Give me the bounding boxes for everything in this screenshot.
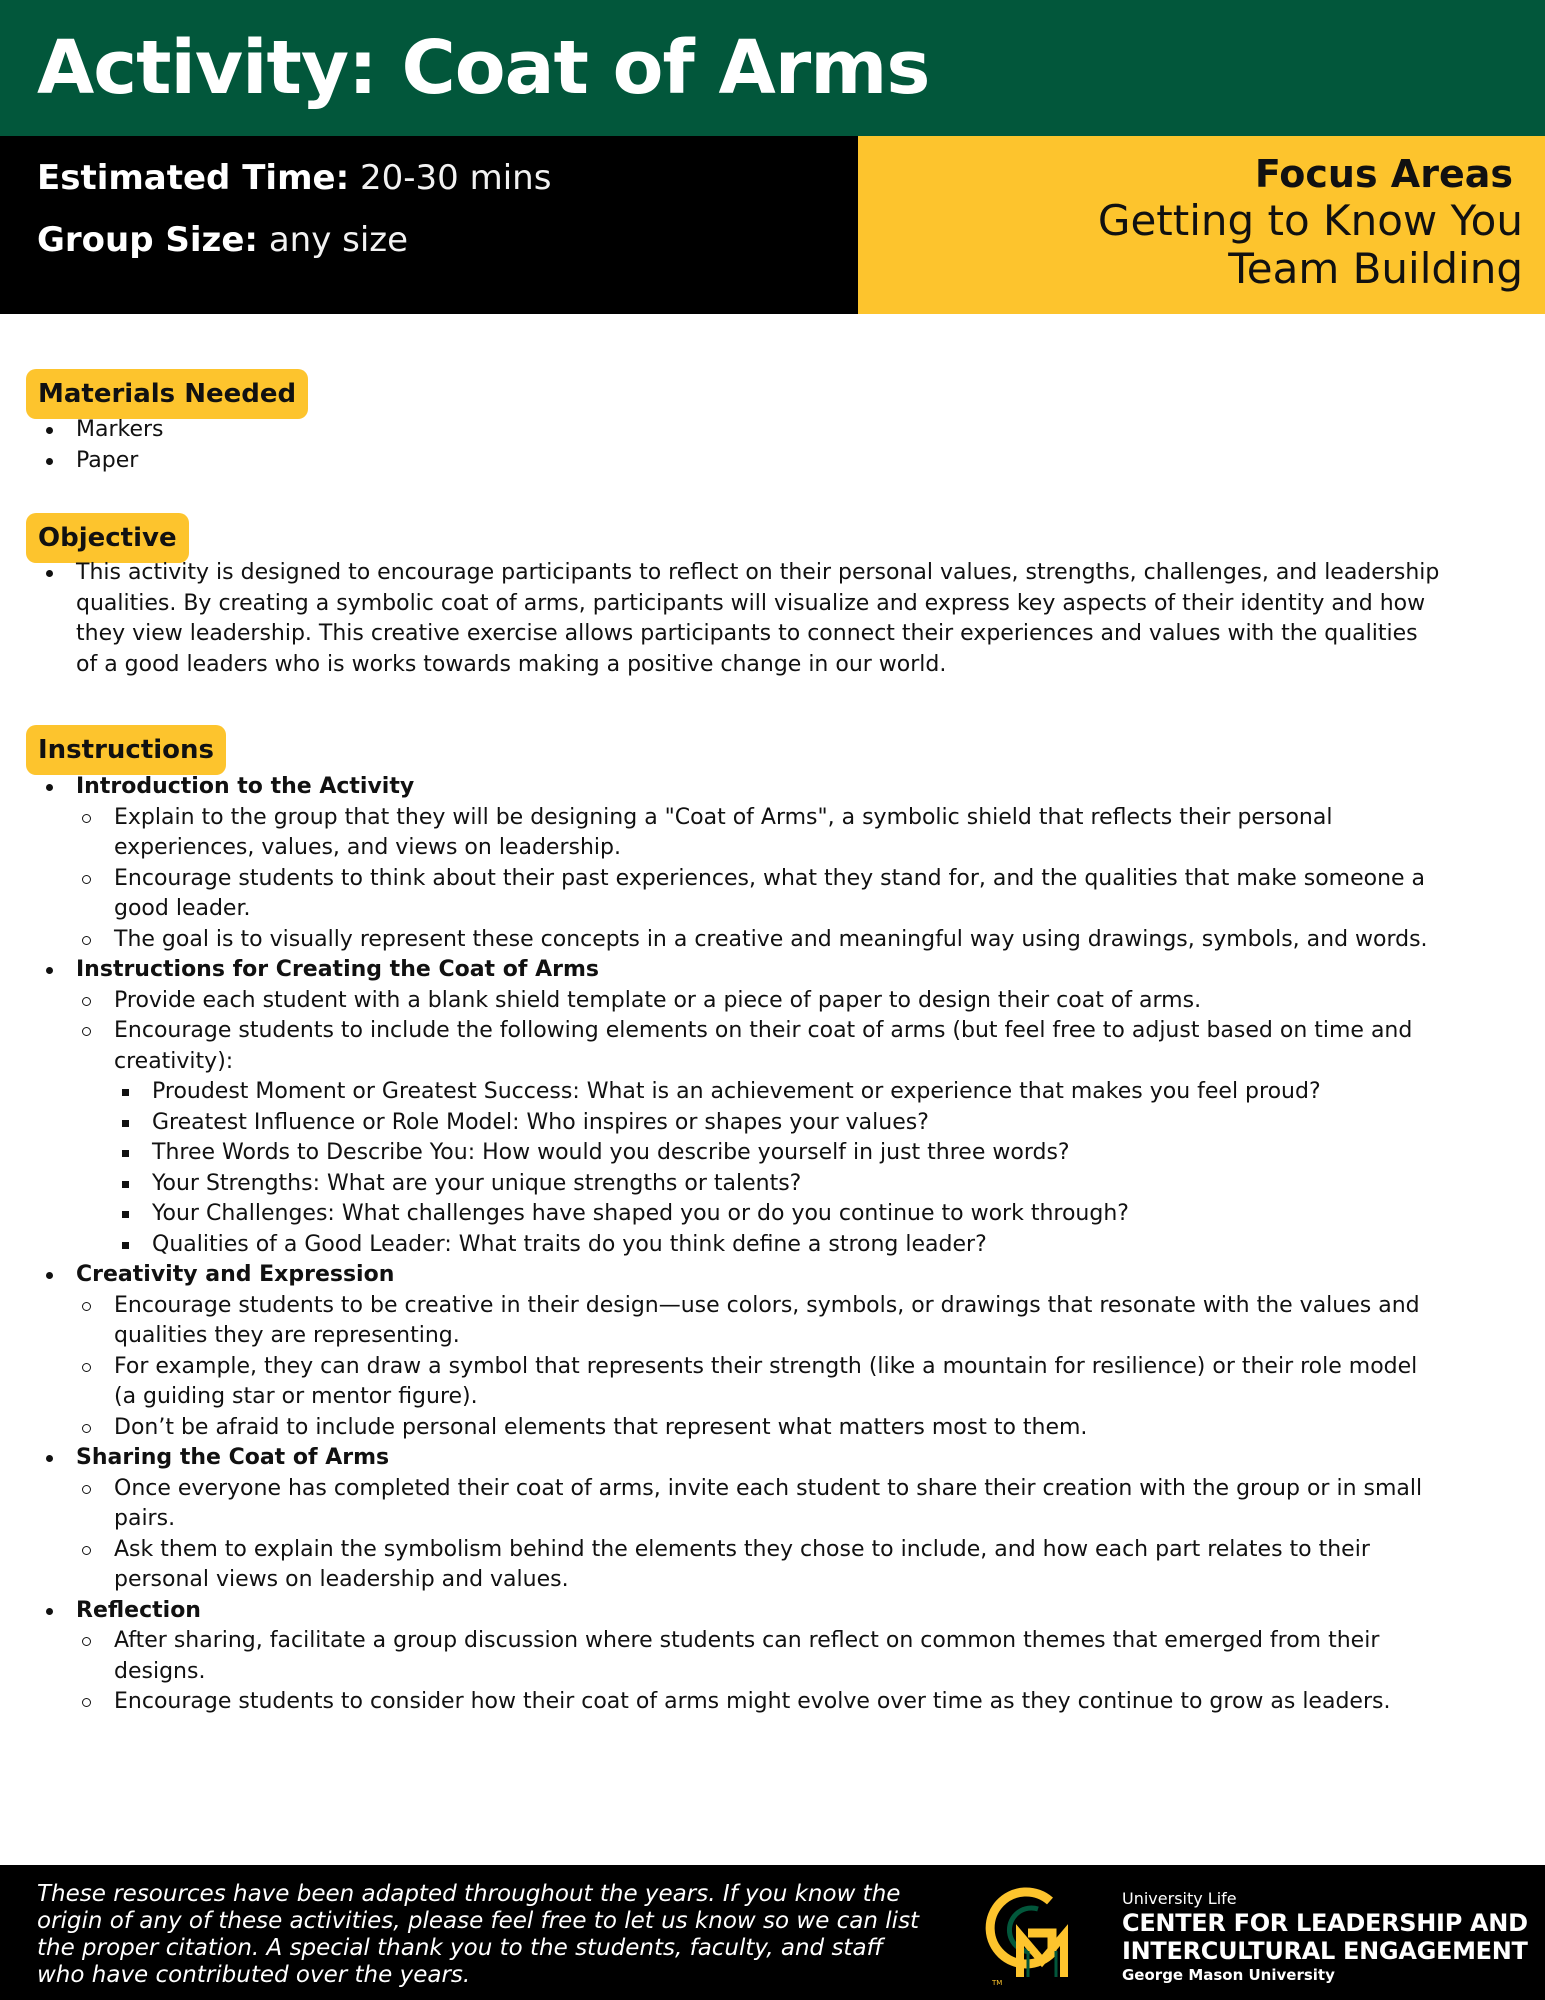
objective-text: This activity is designed to encourage participants to reflect on their personal values, strengths, challenges, and leadership qualities. By creating a symbolic coat of arms, participants will visualize and express key aspects of their identity and how they view leadership. This creative exercise allows participants to connect their experiences and values with the qualities of a good leaders who is works towards making a positive change in our world.	[40, 558, 1445, 680]
sub-list-item: Three Words to Describe You: How would you describe yourself in just three words?	[114, 1138, 1445, 1169]
sub-list-item: Your Strengths: What are your unique strengths or talents?	[114, 1169, 1445, 1200]
section-title: Reflection	[76, 1597, 201, 1623]
list-item: Encourage students to think about their past experiences, what they stand for, and the qualities that make someone a good leader.	[76, 864, 1445, 925]
focus-area-item: Getting to Know You	[1097, 196, 1523, 245]
list-item: Encourage students to be creative in their design—use colors, symbols, or drawings that resonate with the values and qualities they are representing.	[76, 1291, 1445, 1352]
page-title: Activity: Coat of Arms	[37, 25, 930, 111]
list-item: Paper	[40, 446, 1445, 477]
svg-text:TM: TM	[992, 1979, 1003, 1987]
sub-list-item: Qualities of a Good Leader: What traits do you think define a strong leader?	[114, 1230, 1445, 1261]
gmu-logo-icon	[972, 1875, 1092, 1990]
list-item: For example, they can draw a symbol that represents their strength (like a mountain for resilience) or their role model (a guiding star or mentor figure).	[76, 1352, 1445, 1413]
sub-list-item: Greatest Influence or Role Model: Who inspires or shapes your values?	[114, 1108, 1445, 1139]
group-size-label: Group Size:	[37, 220, 258, 260]
instruction-section	[40, 772, 1445, 955]
section-title: Instructions for Creating the Coat of Arms	[76, 957, 599, 982]
instructions-heading: Instructions	[26, 725, 226, 775]
list-item: The goal is to visually represent these concepts in a creative and meaningful way using drawings, symbols, and words.	[76, 925, 1445, 956]
list-item: Markers	[40, 415, 1445, 446]
sub-list-item: Proudest Moment or Greatest Success: What is an achievement or experience that makes you feel proud?	[114, 1077, 1445, 1108]
list-item	[76, 1016, 1445, 1260]
list-item: Don’t be afraid to include personal elements that represent what matters most to them.	[76, 1413, 1445, 1444]
list-item-text: Encourage students to include the following elements on their coat of arms (but feel free to adjust based on time and creativity):	[114, 1018, 1413, 1074]
org-university: George Mason University	[1122, 1966, 1335, 1984]
section-title: Sharing the Coat of Arms	[76, 1445, 390, 1470]
estimated-time-label: Estimated Time:	[37, 158, 350, 198]
footer-note: These resources have been adapted throughout the years. If you know the origin of any of these activities, please feel free to let us know so we can list the proper citation. A special thank you to the students, faculty, and staff who have contributed over the years.	[37, 1881, 920, 1988]
focus-areas-panel	[858, 136, 1545, 314]
focus-area-item: Team Building	[1228, 244, 1523, 293]
section-title: Introduction to the Activity	[76, 774, 415, 799]
list-item: Ask them to explain the symbolism behind the elements they chose to include, and how each part relates to their personal views on leadership and values.	[76, 1535, 1445, 1596]
list-item: After sharing, facilitate a group discussion where students can reflect on common themes that emerged from their designs.	[76, 1626, 1445, 1687]
main-content	[0, 314, 1545, 1864]
org-line-1: CENTER FOR LEADERSHIP AND	[1122, 1909, 1528, 1937]
instruction-section	[40, 1443, 1445, 1596]
materials-heading: Materials Needed	[26, 369, 308, 419]
section-title: Creativity and Expression	[76, 1262, 395, 1287]
org-line-2: INTERCULTURAL ENGAGEMENT	[1122, 1937, 1528, 1965]
group-size	[37, 218, 408, 262]
instruction-section	[40, 1260, 1445, 1443]
org-division: University Life	[1122, 1889, 1237, 1908]
list-item: Encourage students to consider how their coat of arms might evolve over time as they continue to grow as leaders.	[76, 1687, 1445, 1718]
instructions-list	[40, 772, 1445, 1718]
footer	[0, 1865, 1545, 2000]
title-banner	[0, 0, 1545, 136]
instruction-section	[40, 955, 1445, 1260]
info-panel	[0, 136, 858, 314]
focus-areas-title: Focus Areas	[1254, 152, 1513, 196]
materials-list	[40, 415, 1445, 476]
organization-name	[1122, 1889, 1528, 1985]
list-item: Once everyone has completed their coat of arms, invite each student to share their creation with the group or in small pairs.	[76, 1474, 1445, 1535]
group-size-value: any size	[268, 220, 409, 260]
sub-list-item: Your Challenges: What challenges have shaped you or do you continue to work through?	[114, 1199, 1445, 1230]
list-item: Explain to the group that they will be designing a "Coat of Arms", a symbolic shield that reflects their personal experiences, values, and views on leadership.	[76, 803, 1445, 864]
estimated-time-value: 20-30 mins	[359, 158, 552, 198]
estimated-time	[37, 156, 551, 200]
list-item: Provide each student with a blank shield template or a piece of paper to design their coat of arms.	[76, 986, 1445, 1017]
instruction-section	[40, 1596, 1445, 1718]
objective-heading: Objective	[26, 513, 189, 563]
objective-list	[40, 558, 1445, 680]
